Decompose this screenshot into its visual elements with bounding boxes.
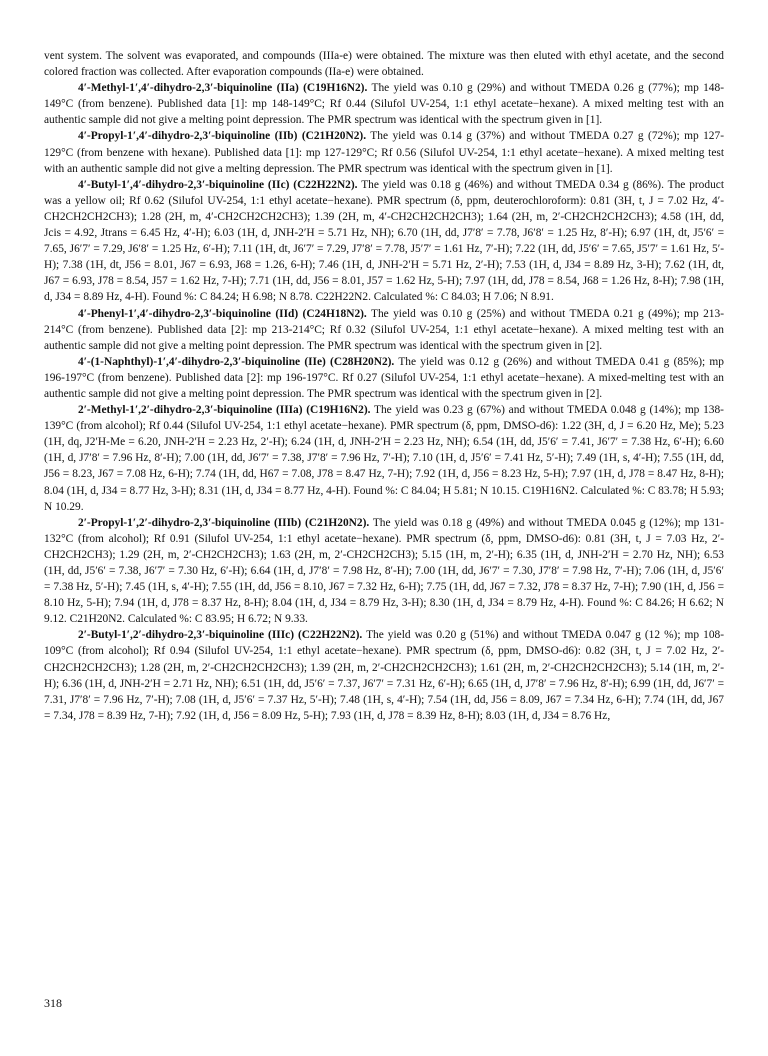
paragraph-compound-IId <box>44 306 724 354</box>
paragraph-title: 4′-Phenyl-1′,4′-dihydro-2,3′-biquinoline (IId) (C24H18N2). <box>78 307 367 320</box>
paragraph-compound-IIa <box>44 80 724 128</box>
paragraph-continuation <box>44 48 724 80</box>
paragraph-text: vent system. The solvent was evaporated, and compounds (IIIa-e) were obtained. The mixture was then eluted with ethyl acetate, and the second colored fraction was collected. After evaporation compounds (IIa-e) were obtained. <box>44 50 724 79</box>
paragraph-compound-IIIb <box>44 515 724 628</box>
paragraph-text: The yield was 0.10 g (29%) and without TMEDA 0.26 g (77%); mp 148-149°C (from benzene). Published data [1]: mp 148-149°C; Rf 0.44 (Silufol UV-254, 1:1 ethyl acetate−hexane). A mixed melting test with an authentic sample did not give a melting point depression. The PMR spectrum was identical with the spectrum given in [1]. <box>44 82 724 127</box>
paragraph-title: 2′-Methyl-1′,2′-dihydro-2,3′-biquinoline (IIIa) (C19H16N2). <box>78 404 371 417</box>
paragraph-title: 4′-Propyl-1′,4′-dihydro-2,3′-biquinoline (IIb) (C21H20N2). <box>78 130 367 143</box>
page-number: 318 <box>44 996 62 1010</box>
paragraph-compound-IIc <box>44 177 724 306</box>
paragraph-text: The yield was 0.12 g (26%) and without TMEDA 0.41 g (85%); mp 196-197°C (from benzene). Published data [2]: mp 196-197°C. Rf 0.27 (Silufol UV-254, 1:1 ethyl acetate−hexane). A mixed-melting test with an authentic sample did not give a melting point depression. The PMR spectrum was identical with the spectrum given in [2]. <box>44 355 724 400</box>
paragraph-text: The yield was 0.18 g (46%) and without TMEDA 0.34 g (86%). The product was a yellow oil; Rf 0.62 (Silufol UV-254, 1:1 ethyl acetate−hexane). PMR spectrum (δ, ppm, deuterochloroform): 0.81 (3H, t, J = 7.02 Hz, 4′-CH2CH2CH2CH3); 1.28 (2H, m, 4′-CH2CH2CH2CH3); 1.39 (2H, m, 4′-CH2CH2CH2CH3); 1.64 (2H, m, 2′-CH2CH2CH2CH3); 4.58 (1H, dd, Jcis = 4.92, Jtrans = 6.45 Hz, 4′-H); 6.03 (1H, d, JNH-2′H = 5.71 Hz, NH); 6.70 (1H, dd, J7′8′ = 7.78, J6′8′ = 1.25 Hz, 8′-H); 6.97 (1H, dt, J5′6′ = 7.65, J6′7′ = 7.29, J6′8′ = 1.25 Hz, 6′-H); 7.11 (1H, dt, J6′7′ = 7.29, J7′8′ = 7.78, J5′7′ = 1.61 Hz, 7′-H); 7.22 (1H, dd, J5′6′ = 7.65, J5′7′ = 1.61 Hz, 5′-H); 7.38 (1H, dt, J56 = 8.01, J67 = 6.93, J68 = 1.26, 6-H); 7.46 (1H, d, JNH-2′H = 5.71 Hz, 2′-H); 7.53 (1H, d, J34 = 8.89 Hz, 3-H); 7.62 (1H, dt, J67 = 6.93, J78 = 8.54, J57 = 1.62 Hz, 7-H); 7.71 (1H, dd, J56 = 8.01, J57 = 1.62 Hz, 5-H); 7.97 (1H, dd, J78 = 8.54, J68 = 1.26 Hz, 8-H); 7.98 (1H, d, J34 = 8.89 Hz, 4-H). Found %: C 84.24; H 6.98; N 8.78. C22H22N2. Calculated %: C 84.03; H 7.06; N 8.91. <box>44 178 724 304</box>
paragraph-title: 4′-Butyl-1′,4′-dihydro-2,3′-biquinoline (IIc) (C22H22N2). <box>78 178 358 191</box>
paragraph-text: The yield was 0.18 g (49%) and without TMEDA 0.045 g (12%); mp 131-132°C (from alcohol); Rf 0.91 (Silufol UV-254, 1:1 ethyl acetate−hexane). PMR spectrum (δ, ppm, DMSO-d6): 0.81 (3H, t, J = 7.03 Hz, 2′-CH2CH2CH3); 1.29 (2H, m, 2′-CH2CH2CH3); 1.63 (2H, m, 2′-CH2CH2CH3); 5.15 (1H, m, 2′-H); 6.35 (1H, d, JNH-2′H = 2.70 Hz, NH); 6.53 (1H, dd, J5′6′ = 7.38, J6′7′ = 7.30 Hz, 6′-H); 6.64 (1H, d, J7′8′ = 7.98 Hz, 8′-H); 7.00 (1H, dd, J6′7′ = 7.30, J7′8′ = 7.98 Hz, 7′-H); 7.06 (1H, d, J5′6′ = 7.38 Hz, 5′-H); 7.45 (1H, s, 4′-H); 7.55 (1H, dd, J56 = 8.10, J67 = 7.32 Hz, 6-H); 7.75 (1H, dd, J67 = 7.32, J78 = 8.37 Hz, 7-H); 7.90 (1H, d, J56 = 8.10 Hz, 5-H); 7.94 (1H, d, J78 = 8.37 Hz, 8-H); 8.04 (1H, d, J34 = 8.79 Hz, 3-H); 8.30 (1H, d, J34 = 8.79 Hz, 4-H). Found %: C 84.26; H 6.62; N 9.12. C21H20N2. Calculated %: C 83.95; H 6.72; N 9.33. <box>44 516 724 626</box>
paragraph-compound-IIb <box>44 128 724 176</box>
paragraph-text: The yield was 0.10 g (25%) and without TMEDA 0.21 g (49%); mp 213-214°C (from benzene). Published data [2]: mp 213-214°C; Rf 0.32 (Silufol UV-254, 1:1 ethyl acetate−hexane). A mixed melting test with an authentic sample did not give a melting point depression. The PMR spectrum was identical with the spectrum given in [2]. <box>44 307 724 352</box>
paragraph-title: 2′-Propyl-1′,2′-dihydro-2,3′-biquinoline (IIIb) (C21H20N2). <box>78 516 370 529</box>
page-body <box>44 48 724 724</box>
paragraph-compound-IIIc <box>44 627 724 724</box>
paragraph-compound-IIe <box>44 354 724 402</box>
paragraph-text: The yield was 0.14 g (37%) and without TMEDA 0.27 g (72%); mp 127-129°C (from benzene with hexane). Published data [1]: mp 127-129°C; Rf 0.56 (Silufol UV-254, 1:1 ethyl acetate−hexane). A mixed melting test with an authentic sample did not give a melting depression. The PMR spectrum was identical with the spectrum given in [1]. <box>44 130 724 175</box>
paragraph-compound-IIIa <box>44 402 724 515</box>
paragraph-text: The yield was 0.23 g (67%) and without TMEDA 0.048 g (14%); mp 138-139°C (from alcohol); Rf 0.44 (Silufol UV-254, 1:1 ethyl acetate−hexane). PMR spectrum (δ, ppm, DMSO-d6): 1.22 (3H, d, J = 6.20 Hz, Me); 5.23 (1H, dq, J2′H-Me = 6.20, JNH-2′H = 2.23 Hz, 2′-H); 6.24 (1H, d, JNH-2′H = 2.23 Hz, NH); 6.54 (1H, dd, J5′6′ = 7.41, J6′7′ = 7.38 Hz, 6′-H); 6.60 (1H, d, J7′8′ = 7.96 Hz, 8′-H); 7.00 (1H, dd, J6′7′ = 7.38, J7′8′ = 7.96 Hz, 7′-H); 7.10 (1H, d, J5′6′ = 7.41 Hz, 5′-H); 7.49 (1H, s, 4′-H); 7.55 (1H, dd, J56 = 8.23, J67 = 7.08 Hz, 6-H); 7.74 (1H, dd, H67 = 7.08, J78 = 8.47 Hz, 7-H); 7.92 (1H, d, J56 = 8.23 Hz, 5-H); 7.97 (1H, d, J78 = 8.47 Hz, 8-H); 8.04 (1H, d, J34 = 8.77 Hz, 3-H); 8.31 (1H, d, J34 = 8.77 Hz, 4-H). Found %: C 84.04; H 5.81; N 10.15. C19H16N2. Calculated %: C 83.78; H 5.93; N 10.29. <box>44 404 724 513</box>
paragraph-title: 4′-Methyl-1′,4′-dihydro-2,3′-biquinoline (IIa) (C19H16N2). <box>78 82 368 95</box>
paragraph-title: 2′-Butyl-1′,2′-dihydro-2,3′-biquinoline (IIIc) (C22H22N2). <box>78 629 363 642</box>
paragraph-text: The yield was 0.20 g (51%) and without TMEDA 0.047 g (12 %); mp 108-109°C (from alcohol); Rf 0.94 (Silufol UV-254, 1:1 ethyl acetate−hexane). PMR spectrum (δ, ppm, DMSO-d6): 0.82 (3H, t, J = 7.02 Hz, 2′-CH2CH2CH2CH3); 1.28 (2H, m, 2′-CH2CH2CH2CH3); 1.39 (2H, m, 2′-CH2CH2CH2CH3); 1.61 (2H, m, 2′-CH2CH2CH2CH3); 5.14 (1H, m, 2′-H); 6.36 (1H, d, JNH-2′H = 2.71 Hz, NH); 6.51 (1H, dd, J5′6′ = 7.37, J6′7′ = 7.31 Hz, 6′-H); 6.65 (1H, d, J7′8′ = 7.96 Hz, 8′-H); 6.99 (1H, dd, J6′7′ = 7.31, J7′8′ = 7.96 Hz, 7′-H); 7.08 (1H, d, J5′6′ = 7.37 Hz, 5′-H); 7.48 (1H, s, 4′-H); 7.54 (1H, dd, J56 = 8.09, J67 = 7.34 Hz, 6-H); 7.74 (1H, dd, J67 = 7.34, J78 = 8.39 Hz, 7-H); 7.92 (1H, d, J56 = 8.09 Hz, 5-H); 7.93 (1H, d, J78 = 8.39 Hz, 8-H); 8.03 (1H, d, J34 = 8.76 Hz, <box>44 629 724 722</box>
paragraph-title: 4′-(1-Naphthyl)-1′,4′-dihydro-2,3′-biquinoline (IIe) (C28H20N2). <box>78 355 395 368</box>
